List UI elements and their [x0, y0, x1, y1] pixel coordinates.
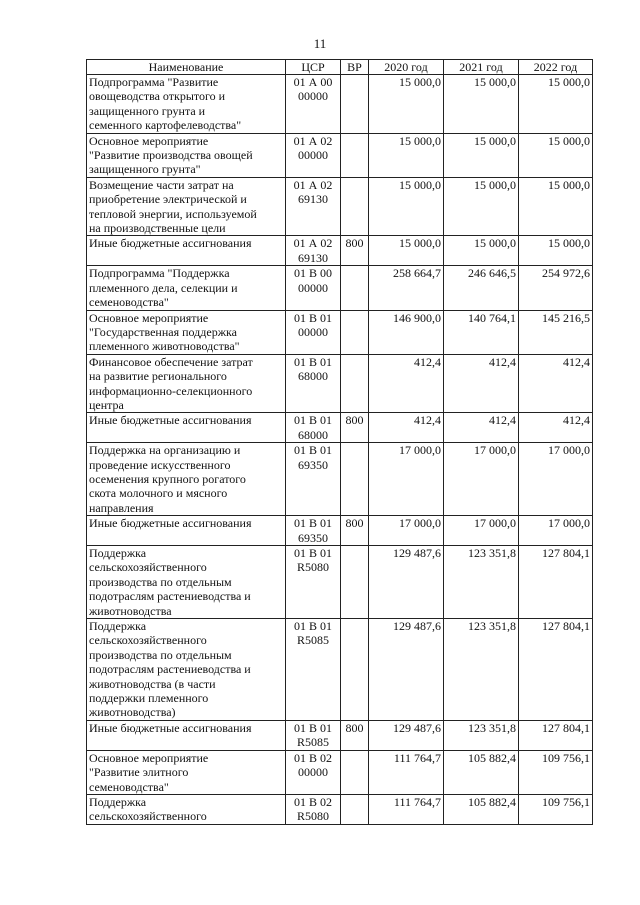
row-csr-cell: 01 А 02 69130 — [286, 177, 341, 236]
row-2022-cell: 109 756,1 — [519, 750, 593, 794]
row-2021-cell: 15 000,0 — [444, 75, 519, 134]
row-name-cell: Основное мероприятие "Развитие элитного семеноводства" — [87, 750, 286, 794]
row-2022-cell: 15 000,0 — [519, 236, 593, 266]
row-2021-cell: 17 000,0 — [444, 516, 519, 546]
row-csr-cell: 01 В 01 00000 — [286, 310, 341, 354]
column-header-vr: ВР — [341, 60, 369, 75]
row-2022-cell: 412,4 — [519, 413, 593, 443]
table-row — [87, 236, 593, 266]
row-name-cell: Иные бюджетные ассигнования — [87, 720, 286, 750]
row-2021-cell: 140 764,1 — [444, 310, 519, 354]
row-csr-cell: 01 В 02 R5080 — [286, 794, 341, 824]
row-2020-cell: 17 000,0 — [369, 516, 444, 546]
row-csr-cell: 01 В 01 69350 — [286, 443, 341, 516]
row-2021-cell: 246 646,5 — [444, 266, 519, 310]
row-name-cell: Поддержка сельскохозяйственного производства по отдельным подотраслям растениеводства и животноводства (в части поддержки племенного животноводства) — [87, 619, 286, 721]
row-vr-cell: 800 — [341, 413, 369, 443]
row-2022-cell: 145 216,5 — [519, 310, 593, 354]
row-2021-cell: 15 000,0 — [444, 177, 519, 236]
row-csr-cell: 01 В 01 R5080 — [286, 546, 341, 619]
row-name-cell: Финансовое обеспечение затрат на развитие регионального информационно-селекционного центра — [87, 354, 286, 413]
table-row — [87, 354, 593, 413]
row-2021-cell: 15 000,0 — [444, 133, 519, 177]
row-vr-cell: 800 — [341, 720, 369, 750]
row-2022-cell: 127 804,1 — [519, 546, 593, 619]
row-name-cell: Иные бюджетные ассигнования — [87, 516, 286, 546]
row-vr-cell — [341, 443, 369, 516]
row-name-cell: Возмещение части затрат на приобретение электрической и тепловой энергии, используемой на производственные цели — [87, 177, 286, 236]
row-2020-cell: 129 487,6 — [369, 720, 444, 750]
column-header-2020: 2020 год — [369, 60, 444, 75]
column-header-name: Наименование — [87, 60, 286, 75]
row-2022-cell: 412,4 — [519, 354, 593, 413]
row-name-cell: Поддержка на организацию и проведение искусственного осеменения крупного рогатого скота молочного и мясного направления — [87, 443, 286, 516]
table-row — [87, 794, 593, 824]
row-2020-cell: 17 000,0 — [369, 443, 444, 516]
row-vr-cell — [341, 133, 369, 177]
row-vr-cell: 800 — [341, 516, 369, 546]
row-csr-cell: 01 А 02 00000 — [286, 133, 341, 177]
row-vr-cell — [341, 310, 369, 354]
row-2020-cell: 15 000,0 — [369, 75, 444, 134]
row-name-cell: Поддержка сельскохозяйственного — [87, 794, 286, 824]
row-2021-cell: 105 882,4 — [444, 794, 519, 824]
row-csr-cell: 01 В 01 R5085 — [286, 720, 341, 750]
row-csr-cell: 01 В 01 68000 — [286, 413, 341, 443]
row-2020-cell: 412,4 — [369, 413, 444, 443]
row-csr-cell: 01 А 00 00000 — [286, 75, 341, 134]
row-2021-cell: 123 351,8 — [444, 619, 519, 721]
table-row — [87, 619, 593, 721]
row-2020-cell: 111 764,7 — [369, 750, 444, 794]
row-2021-cell: 123 351,8 — [444, 720, 519, 750]
row-csr-cell: 01 В 01 68000 — [286, 354, 341, 413]
row-name-cell: Поддержка сельскохозяйственного производства по отдельным подотраслям растениеводства и животноводства — [87, 546, 286, 619]
row-csr-cell: 01 В 00 00000 — [286, 266, 341, 310]
row-vr-cell — [341, 794, 369, 824]
row-2022-cell: 254 972,6 — [519, 266, 593, 310]
row-2020-cell: 412,4 — [369, 354, 444, 413]
row-csr-cell: 01 В 01 R5085 — [286, 619, 341, 721]
row-vr-cell — [341, 546, 369, 619]
row-2022-cell: 15 000,0 — [519, 133, 593, 177]
row-2022-cell: 109 756,1 — [519, 794, 593, 824]
row-2020-cell: 129 487,6 — [369, 619, 444, 721]
row-vr-cell: 800 — [341, 236, 369, 266]
table-row — [87, 133, 593, 177]
table-row — [87, 546, 593, 619]
row-2021-cell: 412,4 — [444, 354, 519, 413]
row-2020-cell: 15 000,0 — [369, 133, 444, 177]
row-csr-cell: 01 В 01 69350 — [286, 516, 341, 546]
row-2022-cell: 127 804,1 — [519, 720, 593, 750]
row-csr-cell: 01 А 02 69130 — [286, 236, 341, 266]
table-body — [87, 75, 593, 825]
column-header-2021: 2021 год — [444, 60, 519, 75]
row-2022-cell: 15 000,0 — [519, 177, 593, 236]
row-2022-cell: 17 000,0 — [519, 443, 593, 516]
table-header-row — [87, 60, 593, 75]
page-number: 11 — [313, 36, 327, 51]
row-vr-cell — [341, 354, 369, 413]
row-2020-cell: 258 664,7 — [369, 266, 444, 310]
row-2022-cell: 17 000,0 — [519, 516, 593, 546]
row-name-cell: Подпрограмма "Развитие овощеводства открытого и защищенного грунта и семенного картофелеводства" — [87, 75, 286, 134]
row-name-cell: Иные бюджетные ассигнования — [87, 236, 286, 266]
row-2021-cell: 412,4 — [444, 413, 519, 443]
column-header-2022: 2022 год — [519, 60, 593, 75]
table-row — [87, 413, 593, 443]
row-2020-cell: 146 900,0 — [369, 310, 444, 354]
table-row — [87, 443, 593, 516]
row-2021-cell: 15 000,0 — [444, 236, 519, 266]
row-2021-cell: 17 000,0 — [444, 443, 519, 516]
row-2020-cell: 15 000,0 — [369, 177, 444, 236]
table-row — [87, 75, 593, 134]
table-row — [87, 750, 593, 794]
table-row — [87, 177, 593, 236]
table-row — [87, 720, 593, 750]
row-name-cell: Иные бюджетные ассигнования — [87, 413, 286, 443]
row-2022-cell: 15 000,0 — [519, 75, 593, 134]
row-name-cell: Подпрограмма "Поддержка племенного дела, селекции и семеноводства" — [87, 266, 286, 310]
row-name-cell: Основное мероприятие "Государственная поддержка племенного животноводства" — [87, 310, 286, 354]
row-vr-cell — [341, 177, 369, 236]
row-2021-cell: 105 882,4 — [444, 750, 519, 794]
table-row — [87, 310, 593, 354]
column-header-csr: ЦСР — [286, 60, 341, 75]
table-row — [87, 516, 593, 546]
row-2022-cell: 127 804,1 — [519, 619, 593, 721]
row-vr-cell — [341, 75, 369, 134]
row-2020-cell: 15 000,0 — [369, 236, 444, 266]
row-vr-cell — [341, 266, 369, 310]
row-2020-cell: 129 487,6 — [369, 546, 444, 619]
budget-table — [86, 59, 593, 825]
table-row — [87, 266, 593, 310]
row-2020-cell: 111 764,7 — [369, 794, 444, 824]
row-vr-cell — [341, 619, 369, 721]
row-name-cell: Основное мероприятие "Развитие производства овощей защищенного грунта" — [87, 133, 286, 177]
row-csr-cell: 01 В 02 00000 — [286, 750, 341, 794]
row-vr-cell — [341, 750, 369, 794]
row-2021-cell: 123 351,8 — [444, 546, 519, 619]
